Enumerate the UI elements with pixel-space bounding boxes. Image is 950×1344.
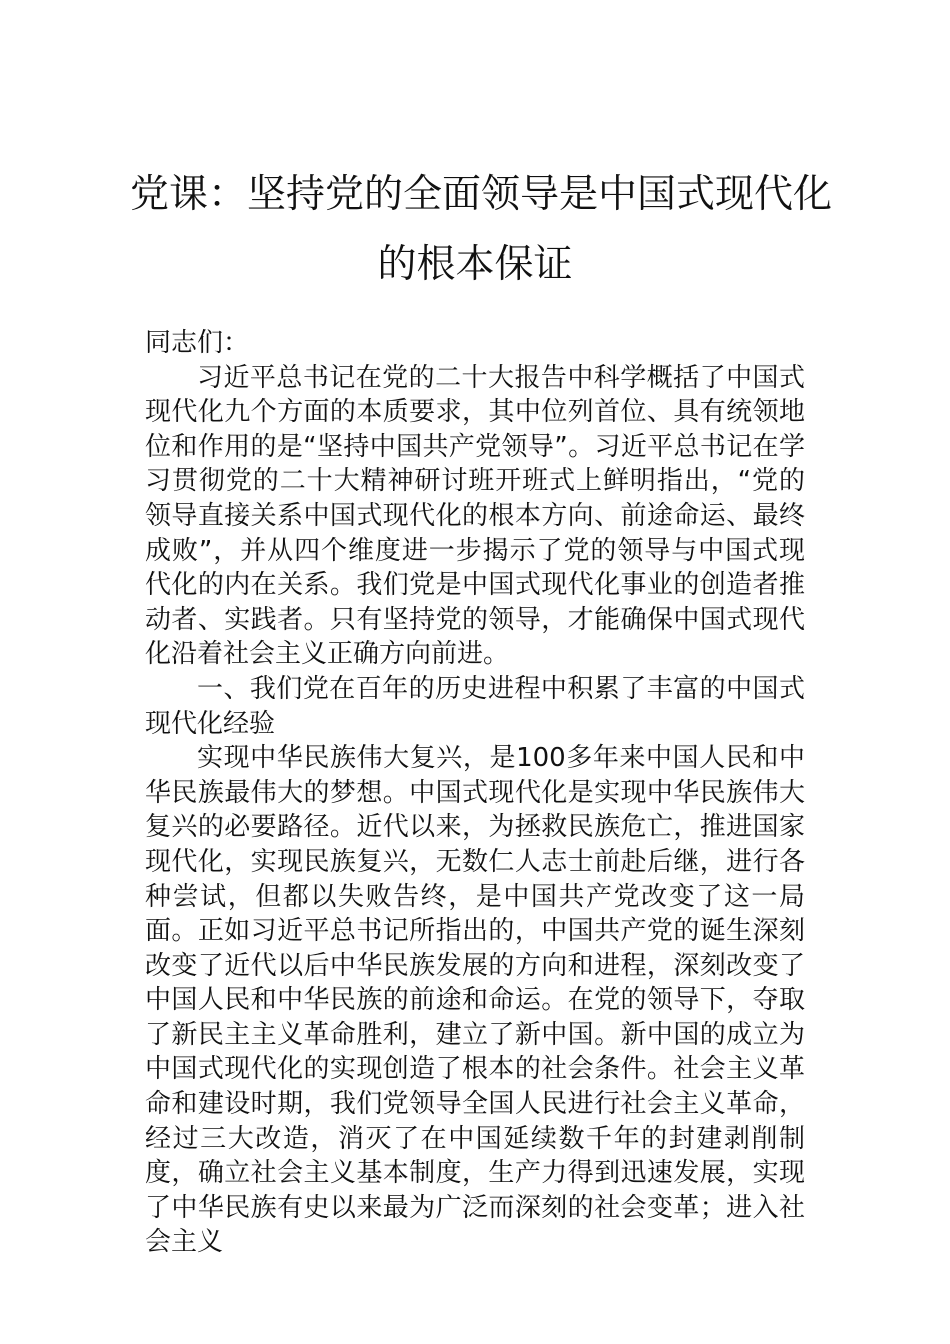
title-line-2: 的根本保证	[377, 242, 573, 287]
section-heading-1: 一、我们党在百年的历史进程中积累了丰富的中国式现代化经验	[145, 673, 805, 739]
document-body	[145, 326, 805, 1260]
title-line-1: 党课：坚持党的全面领导是中国式现代化	[130, 172, 833, 217]
salutation: 同志们：	[145, 328, 250, 358]
document-title	[130, 160, 833, 300]
paragraph-intro: 习近平总书记在党的二十大报告中科学概括了中国式现代化九个方面的本质要求，其中位列首位、具有统领地位和作用的是“坚持中国共产党领导”。习近平总书记在学习贯彻党的二十大精神研讨班开班式上鲜明指出，“党的领导直接关系中国式现代化的根本方向、前途命运、最终成败”，并从四个维度进一步揭示了党的领导与中国式现代化的内在关系。我们党是中国式现代化事业的创造者推动者、实践者。只有坚持党的领导，才能确保中国式现代化沿着社会主义正确方向前进。	[145, 362, 805, 670]
paragraph-section-1: 实现中华民族伟大复兴，是100多年来中国人民和中华民族最伟大的梦想。中国式现代化是实现中华民族伟大复兴的必要路径。近代以来，为拯救民族危亡，推进国家现代化，实现民族复兴，无数仁人志士前赴后继，进行各种尝试，但都以失败告终，是中国共产党改变了这一局面。正如习近平总书记所指出的，中国共产党的诞生深刻改变了近代以后中华民族发展的方向和进程，深刻改变了中国人民和中华民族的前途和命运。在党的领导下，夺取了新民主主义革命胜利，建立了新中国。新中国的成立为中国式现代化的实现创造了根本的社会条件。社会主义革命和建设时期，我们党领导全国人民进行社会主义革命，经过三大改造，消灭了在中国延续数千年的封建剥削制度，确立社会主义基本制度，生产力得到迅速发展，实现了中华民族有史以来最为广泛而深刻的社会变革；进入社会主义	[145, 743, 805, 1258]
